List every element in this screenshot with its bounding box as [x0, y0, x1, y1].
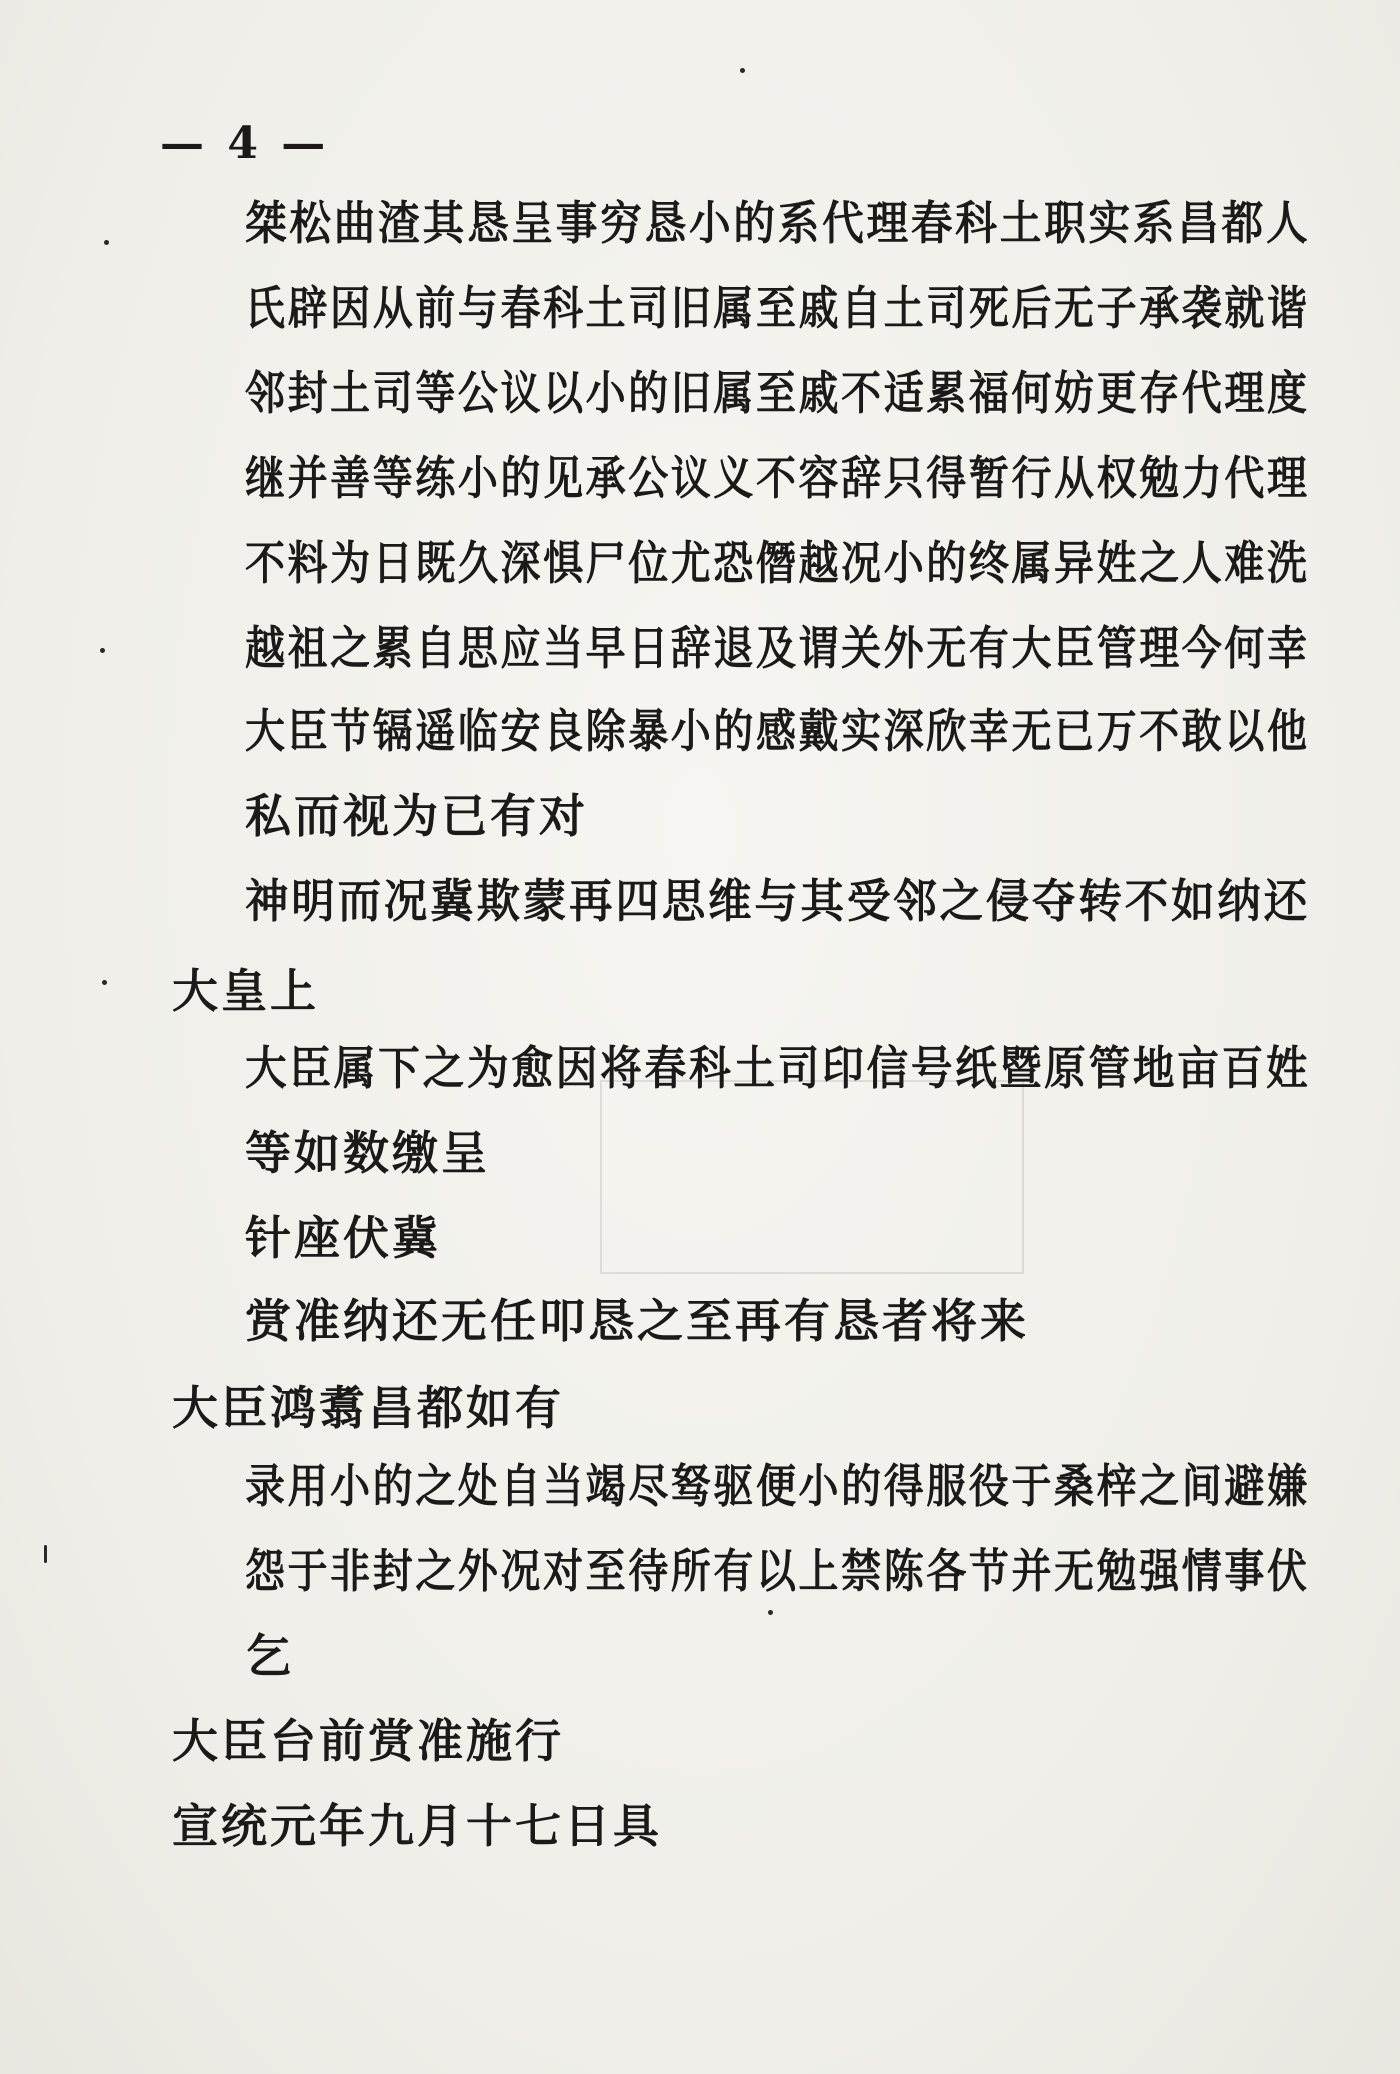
text-line: 不料为日既久深惧尸位尤恐僭越况小的终属异姓之人难洗	[245, 536, 1310, 590]
text-line: 氏辟因从前与春科土司旧属至戚自土司死后无子承袭就谐	[245, 281, 1310, 335]
text-line: 桀松曲渣其恳呈事穷恳小的系代理春科土职实系昌都人	[245, 196, 1311, 250]
page-number: — 4 —	[160, 118, 330, 169]
text-line: 邻封土司等公议以小的旧属至戚不适累福何妨更存代理度	[245, 366, 1310, 420]
text-line: 乞	[245, 1629, 294, 1683]
text-line: 继并善等练小的见承公议义不容辞只得暂行从权勉力代理	[245, 451, 1310, 505]
text-line: 怨于非封之外况对至待所有以上禁陈各节并无勉强情事伏	[245, 1544, 1310, 1598]
speck-mark	[44, 1545, 47, 1563]
text-line: 赏准纳还无任叩恳之至再有恳者将来	[245, 1294, 1029, 1348]
text-line: 录用小的之处自当竭尽驽驱便小的得服役于桑梓之间避嫌	[245, 1459, 1310, 1513]
text-line: 等如数缴呈	[245, 1126, 490, 1180]
text-line: 大臣鸿翥昌都如有	[172, 1381, 564, 1435]
speck-mark	[740, 68, 745, 73]
speck-mark	[100, 648, 105, 653]
scan-artifact	[600, 1080, 1024, 1274]
text-line: 私而视为已有对	[245, 789, 588, 843]
text-line: 大臣节镉遥临安良除暴小的感戴实深欣幸无已万不敢以他	[245, 704, 1310, 758]
text-line: 大臣属下之为愈因将春科土司印信号纸暨原管地亩百姓	[245, 1041, 1311, 1095]
text-line: 针座伏冀	[245, 1211, 441, 1265]
text-line: 越祖之累自思应当早日辞退及谓关外无有大臣管理今何幸	[245, 621, 1310, 675]
text-line: 神明而况冀欺蒙再四思维与其受邻之侵夺转不如纳还	[245, 874, 1311, 928]
text-line: 大皇上	[172, 964, 319, 1018]
speck-mark	[102, 980, 107, 985]
text-line: 大臣台前赏准施行	[172, 1714, 564, 1768]
speck-mark	[768, 1610, 773, 1615]
text-line: 宣统元年九月十七日具	[172, 1799, 662, 1853]
speck-mark	[104, 240, 109, 245]
